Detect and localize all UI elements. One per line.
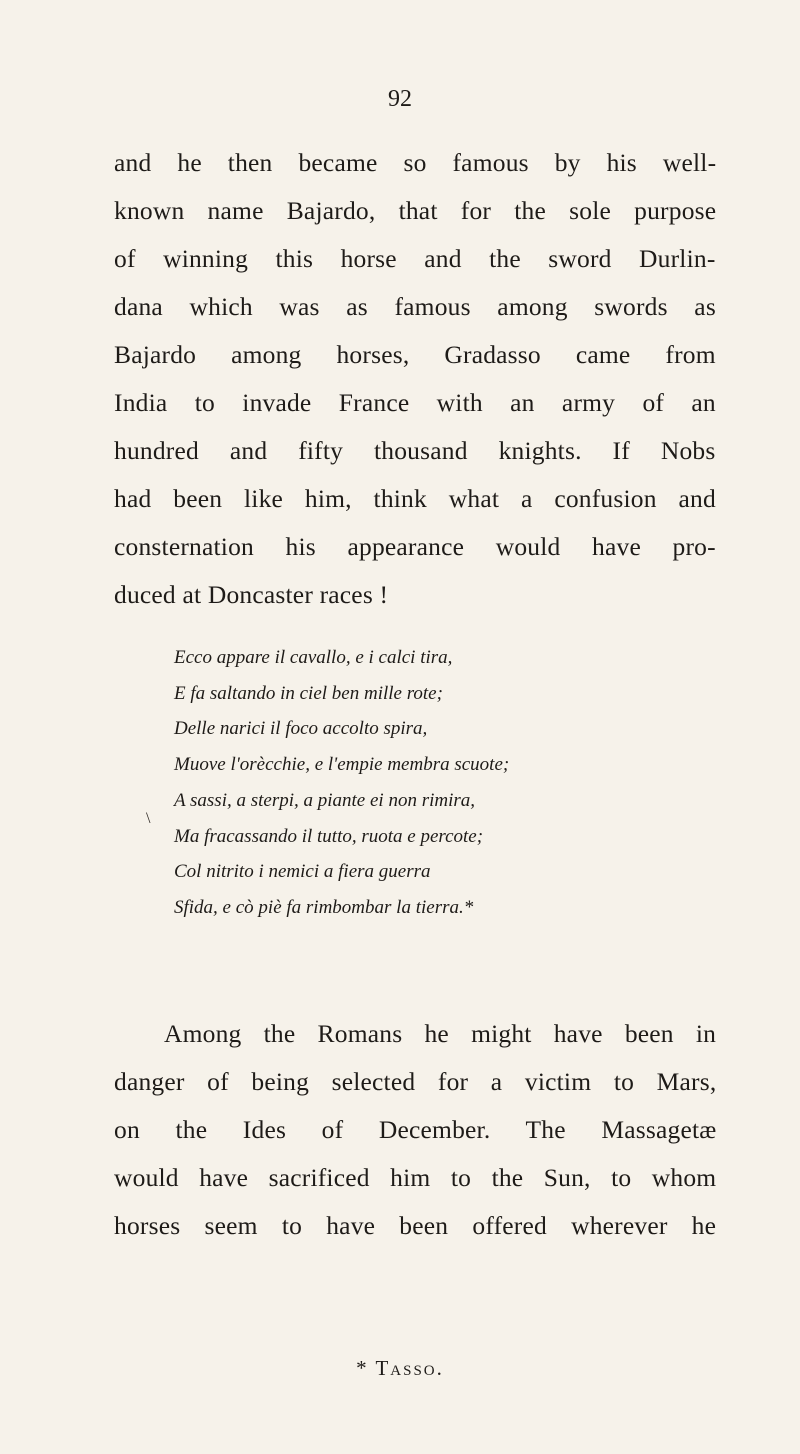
paragraph-2 — [114, 1010, 716, 1250]
text-line: danger of being selected for a victim to Mars, — [114, 1067, 717, 1096]
verse-line: Sfida, e cò piè fa rimbombar la tierra.* — [174, 896, 474, 918]
page-number: 92 — [388, 86, 412, 112]
text-line: known name Bajardo, that for the sole purpose — [114, 196, 717, 225]
text-line: duced at Doncaster races ! — [114, 580, 389, 609]
margin-mark: \ — [146, 810, 151, 827]
verse-line: Ma fracassando il tutto, ruota e percote; — [174, 825, 484, 847]
text-line: horses seem to have been offered wherever he — [114, 1211, 717, 1240]
verse-line: E fa saltando in ciel ben mille rote; — [174, 682, 443, 704]
paragraph-1 — [114, 139, 716, 619]
text-line: would have sacrificed him to the Sun, to whom — [114, 1163, 717, 1192]
text-line: India to invade France with an army of an — [114, 388, 716, 417]
text-line: Among the Romans he might have been in — [164, 1019, 717, 1048]
verse-line: Muove l'orècchie, e l'empie membra scuote; — [174, 754, 510, 776]
text-line: and he then became so famous by his well- — [114, 148, 717, 177]
text-line: had been like him, think what a confusion and — [114, 484, 716, 513]
verse-line: A sassi, a sterpi, a piante ei non rimira, — [174, 789, 476, 811]
text-line: on the Ides of December. The Massagetæ — [114, 1115, 717, 1144]
text-line: Bajardo among horses, Gradasso came from — [114, 340, 716, 369]
footnote: * Tasso. — [356, 1356, 444, 1380]
text-line: hundred and fifty thousand knights. If Nobs — [114, 436, 716, 465]
text-line: dana which was as famous among swords as — [114, 292, 716, 321]
text-line: of winning this horse and the sword Durlin- — [114, 244, 716, 273]
verse-line: Delle narici il foco accolto spira, — [174, 718, 428, 740]
verse-quotation — [174, 640, 694, 926]
verse-line: Ecco appare il cavallo, e i calci tira, — [174, 647, 453, 668]
text-line: consternation his appearance would have pro- — [114, 532, 716, 561]
verse-line: Col nitrito i nemici a fiera guerra — [174, 861, 431, 883]
